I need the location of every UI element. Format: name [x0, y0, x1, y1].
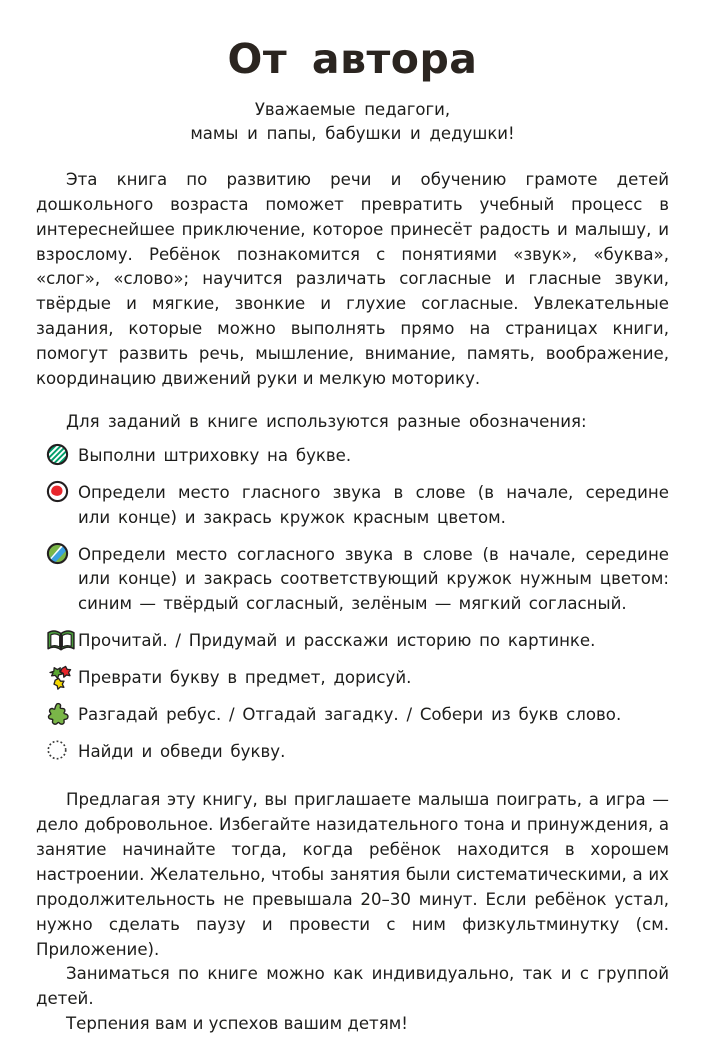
list-item [36, 665, 669, 691]
legend-item-label: Определи место согласного звука в слове (в начале, середине или конце) и закрась соответствующий кружок нужным цветом: синим — твёрдый согласный, зелёным — мягкий согласный. [78, 544, 669, 614]
list-item [36, 443, 669, 469]
paragraph-intro: Эта книга по развитию речи и обучению грамоте детей дошкольного возраста поможет превратить учебный процесс в интереснейшее приключение, которое принесёт радость и малышу, и взрослому. Ребёнок познакомится с понятиями «звук», «буква», «слог», «слово»; научится различать согласные и гласные звуки, твёрдые и мягкие, звонкие и глухие согласные. Увлекательные задания, которые можно выполнять прямо на страницах книги, помогут развить речь, мышление, внимание, память, воображение, координацию движений руки и мелкую моторику. [36, 169, 669, 389]
hatched-circle-icon [36, 443, 78, 469]
salutation-line-1: Уважаемые педагоги, [254, 100, 451, 120]
legend-list [36, 437, 669, 765]
legend-item-label: Найди и обведи букву. [78, 742, 286, 762]
paragraph-play: Предлагая эту книгу, вы приглашаете малыша поиграть, а игра — дело добровольное. Избегайте назидательного тона и принуждения, а занятие начинайте тогда, когда ребёнок находится в хорошем настроении. Желательно, чтобы занятия были систематическими, а их продолжительность не превышала 20–30 минут. Если ребёнок устал, нужно сделать паузу и провести с ним физкультминутку (см. Приложение). [36, 790, 669, 959]
paragraph-wishes: Терпения вам и успехов вашим детям! [66, 1014, 408, 1034]
salutation [36, 81, 669, 146]
salutation-line-2: мамы и папы, бабушки и дедушки! [190, 123, 515, 143]
closing-paragraphs [36, 776, 669, 1037]
list-item [36, 702, 669, 728]
three-puzzle-pieces-icon [36, 665, 78, 691]
red-filled-circle-icon [36, 480, 78, 506]
list-item [36, 480, 669, 531]
legend-intro-text: Для заданий в книге используются разные обозначения: [66, 411, 587, 431]
green-blue-split-circle-icon [36, 542, 78, 568]
list-item [36, 739, 669, 765]
list-item [36, 542, 669, 618]
page-title: От автора [227, 35, 478, 83]
legend-item-label: Определи место гласного звука в слове (в начале, середине или конце) и закрась кружок красным цветом. [78, 482, 669, 527]
list-item [36, 628, 669, 654]
dotted-circle-icon [36, 739, 78, 765]
legend-item-label: Преврати букву в предмет, дорисуй. [78, 668, 412, 688]
puzzle-piece-icon [36, 702, 78, 728]
legend-item-label: Прочитай. / Придумай и расскажи историю по картинке. [78, 631, 596, 651]
open-book-icon [36, 628, 78, 654]
legend-item-label: Разгадай ребус. / Отгадай загадку. / Собери из букв слово. [78, 705, 622, 725]
legend-item-label: Выполни штриховку на букве. [78, 445, 352, 465]
paragraph-group: Заниматься по книге можно как индивидуально, так и с группой детей. [36, 964, 669, 1009]
